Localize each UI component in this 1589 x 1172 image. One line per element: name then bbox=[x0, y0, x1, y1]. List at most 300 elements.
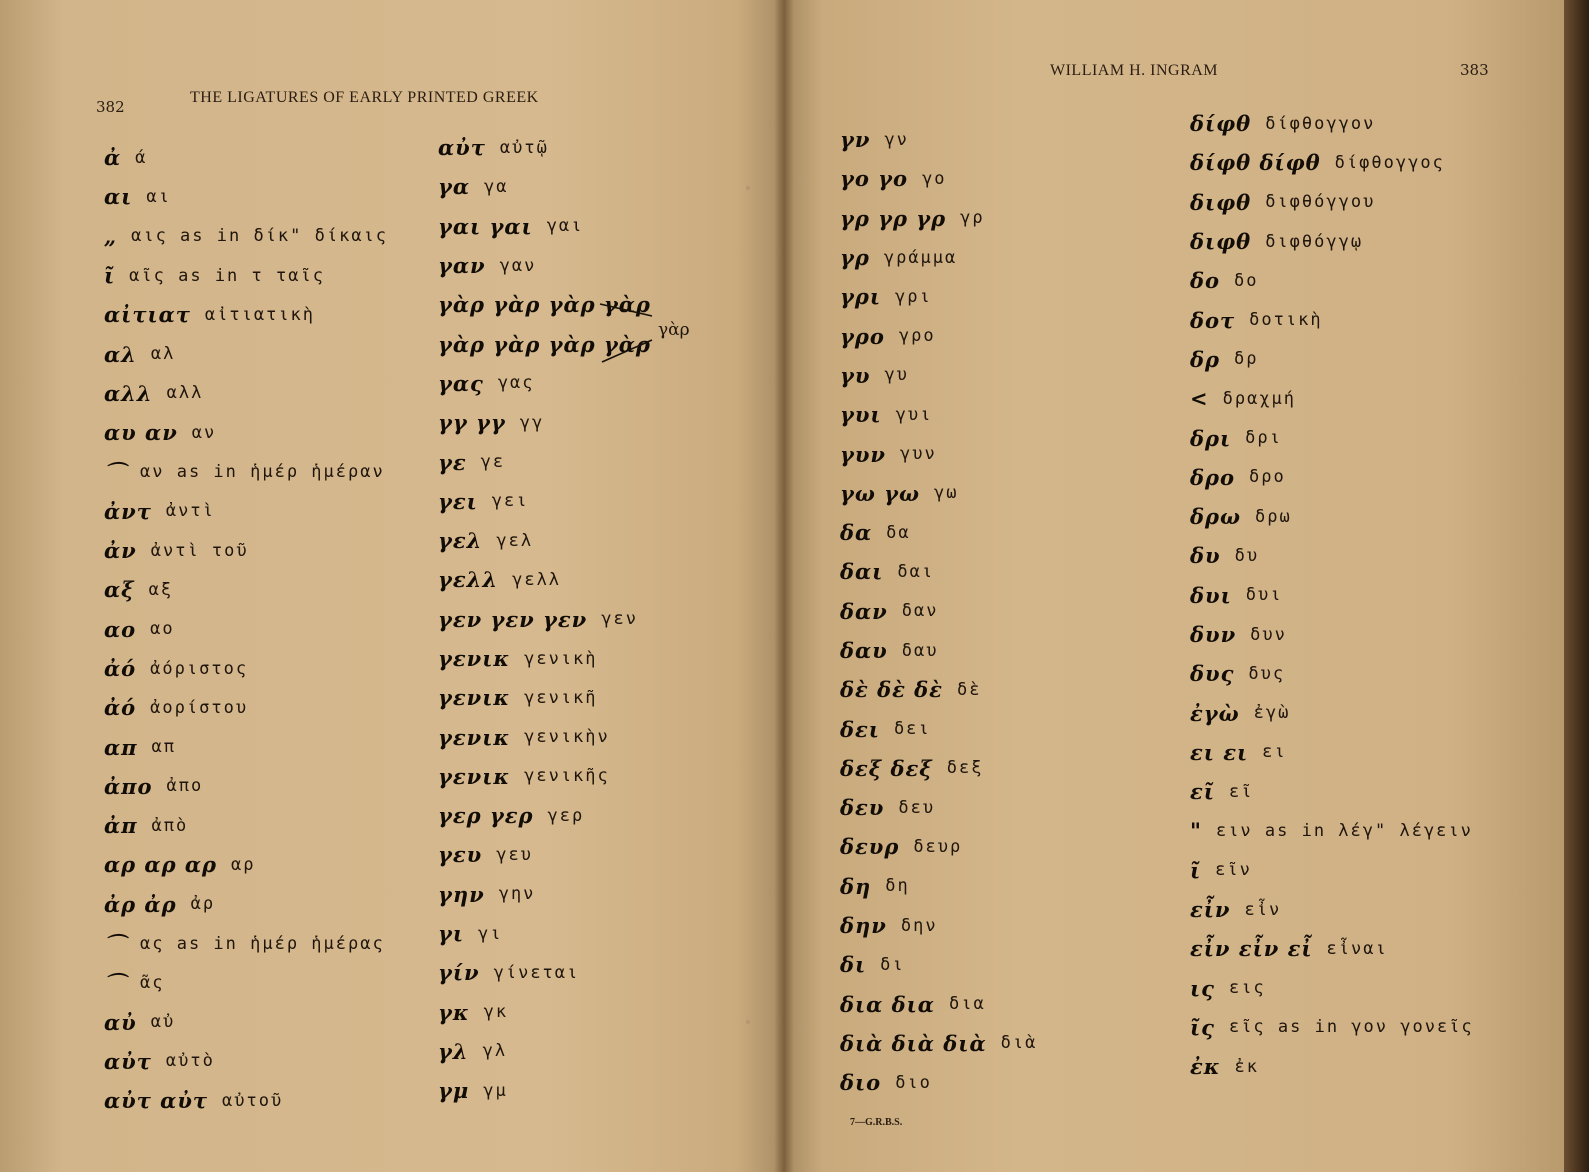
ligature-entry bbox=[104, 295, 388, 334]
ligature-glyph: δὲ δὲ δὲ bbox=[840, 677, 943, 703]
ligature-entry bbox=[1190, 379, 1474, 418]
ligature-entry bbox=[104, 334, 388, 373]
ligature-transcription: γα bbox=[484, 176, 509, 197]
ligature-glyph: γίν bbox=[438, 960, 480, 986]
ligature-transcription: αι bbox=[146, 186, 171, 207]
ligature-transcription: αις as in δίκ" δίκαις bbox=[131, 226, 389, 247]
ligature-entry bbox=[840, 356, 1037, 395]
ligature-glyph: ⌒ bbox=[104, 460, 126, 486]
ligature-transcription: δίφθογγος bbox=[1334, 152, 1445, 173]
ligature-glyph: γμ bbox=[438, 1078, 470, 1104]
ligature-entry bbox=[840, 474, 1037, 513]
ligature-glyph: γεν γεν γεν bbox=[438, 606, 588, 632]
ligature-transcription: γει bbox=[491, 491, 529, 512]
paper-speck bbox=[798, 180, 802, 184]
ligature-transcription: δαν bbox=[901, 601, 939, 622]
ligature-transcription: ά bbox=[135, 147, 148, 168]
right-column-1 bbox=[840, 120, 1037, 1102]
page-edge bbox=[1564, 0, 1589, 1172]
ligature-transcription: αλ bbox=[150, 344, 176, 365]
ligature-entry bbox=[1190, 969, 1474, 1008]
ligature-glyph: δια δια bbox=[840, 991, 935, 1017]
ligature-entry bbox=[438, 914, 665, 953]
ligature-transcription: γυν bbox=[900, 444, 937, 465]
ligature-transcription: αλλ bbox=[166, 383, 204, 404]
ligature-transcription: απ bbox=[151, 737, 177, 758]
ligature-glyph: διφθ bbox=[1190, 229, 1252, 255]
ligature-entry bbox=[1190, 261, 1474, 300]
ligature-transcription: γλ bbox=[482, 1041, 508, 1062]
ligature-transcription: ειν as in λέγ" λέγειν bbox=[1215, 820, 1473, 841]
ligature-glyph: ῖ bbox=[1190, 857, 1202, 883]
left-column-1 bbox=[104, 138, 388, 1120]
page-number-right: 383 bbox=[1460, 61, 1489, 79]
ligature-glyph: δρι bbox=[1190, 425, 1232, 451]
ligature-glyph: γο γο bbox=[840, 166, 909, 192]
ligature-transcription: γενικῆ bbox=[524, 687, 598, 708]
ligature-entry bbox=[104, 649, 388, 688]
ligature-glyph: εἶν εἶν εἶ bbox=[1190, 936, 1313, 962]
ligature-glyph: ει ει bbox=[1190, 739, 1249, 765]
ligature-transcription: δοτικὴ bbox=[1249, 310, 1323, 331]
gar-label: γὰρ bbox=[658, 320, 690, 340]
ligature-glyph: γερ γερ bbox=[438, 803, 534, 829]
ligature-glyph: γενικ bbox=[438, 685, 511, 711]
ligature-glyph: δει bbox=[840, 716, 880, 742]
ligature-entry bbox=[104, 374, 388, 413]
ligature-transcription: αἰτιατικὴ bbox=[204, 304, 316, 325]
ligature-transcription: δα bbox=[886, 522, 911, 543]
ligature-entry bbox=[438, 521, 665, 560]
ligature-transcription: γαν bbox=[499, 255, 537, 276]
ligature-glyph: γην bbox=[438, 881, 485, 907]
ligature-transcription: δο bbox=[1234, 270, 1259, 291]
ligature-transcription: διφθόγγῳ bbox=[1265, 231, 1364, 252]
ligature-entry bbox=[438, 600, 665, 639]
ligature-entry bbox=[1190, 576, 1474, 615]
ligature-transcription: γγ bbox=[519, 412, 545, 433]
ligature-glyph: αὐτ bbox=[104, 1048, 152, 1074]
ligature-transcription: γίνεται bbox=[493, 962, 580, 983]
ligature-entry bbox=[1190, 183, 1474, 222]
signature-footer: 7—G.R.B.S. bbox=[850, 1117, 903, 1128]
page-number-left: 382 bbox=[96, 98, 125, 116]
ligature-entry bbox=[104, 413, 388, 452]
ligature-transcription: ἀντὶ bbox=[165, 501, 215, 522]
ligature-transcription: εις bbox=[1228, 978, 1266, 999]
ligature-entry bbox=[840, 1063, 1037, 1102]
ligature-glyph: γρ γρ γρ bbox=[840, 205, 947, 231]
ligature-transcription: δρο bbox=[1248, 467, 1286, 488]
ligature-entry bbox=[840, 434, 1037, 473]
ligature-glyph: διφθ bbox=[1190, 189, 1252, 215]
ligature-transcription: αο bbox=[150, 619, 175, 640]
ligature-transcription: δυν bbox=[1250, 624, 1287, 645]
ligature-entry bbox=[104, 1003, 388, 1042]
ligature-glyph: δίφθ δίφθ bbox=[1190, 150, 1321, 176]
ligature-entry bbox=[104, 1042, 388, 1081]
ligature-entry bbox=[104, 138, 388, 177]
ligature-glyph: γκ bbox=[438, 999, 470, 1025]
ligature-transcription: εῖς as in γον γονεῖς bbox=[1228, 1017, 1474, 1038]
ligature-entry bbox=[438, 403, 665, 442]
ligature-glyph: ⌒ bbox=[104, 970, 126, 996]
ligature-transcription: αῖς as in τ ταῖς bbox=[129, 265, 325, 286]
ligature-transcription: ᾶς bbox=[140, 972, 165, 993]
ligature-glyph: δρο bbox=[1190, 464, 1235, 490]
ligature-glyph: αὐ bbox=[104, 1009, 137, 1035]
ligature-glyph: γενικ bbox=[438, 646, 511, 671]
ligature-entry bbox=[1190, 143, 1474, 182]
ligature-transcription: γι bbox=[478, 923, 503, 944]
ligature-entry bbox=[1190, 222, 1474, 261]
running-head-left: THE LIGATURES OF EARLY PRINTED GREEK bbox=[190, 89, 539, 106]
ligature-transcription: δη bbox=[885, 876, 910, 897]
ligature-glyph: γω γω bbox=[840, 480, 921, 506]
ligature-entry bbox=[438, 1032, 665, 1071]
ligature-glyph: ἀπ bbox=[104, 813, 138, 839]
ligature-transcription: ας as in ἡμέρ ἡμέρας bbox=[140, 933, 385, 954]
ligature-glyph: αο bbox=[104, 616, 137, 642]
ligature-glyph: γρο bbox=[840, 323, 885, 349]
ligature-transcription: αὐ bbox=[150, 1012, 176, 1033]
ligature-transcription: δυ bbox=[1234, 545, 1260, 566]
ligature-glyph: δαυ bbox=[840, 638, 888, 663]
ligature-transcription: γενικὴ bbox=[524, 648, 598, 669]
ligature-transcription: ἀπο bbox=[166, 776, 204, 797]
ligature-glyph: ῖ bbox=[104, 263, 116, 289]
ligature-entry bbox=[104, 963, 388, 1002]
ligature-entry bbox=[1190, 929, 1474, 968]
ligature-entry bbox=[840, 199, 1037, 238]
ligature-transcription: δρ bbox=[1233, 349, 1259, 370]
ligature-glyph: δι bbox=[840, 952, 867, 978]
ligature-entry bbox=[840, 238, 1037, 277]
ligature-transcription: δευρ bbox=[913, 836, 963, 857]
ligature-transcription: δὲ bbox=[956, 679, 982, 700]
ligature-transcription: δαι bbox=[897, 561, 935, 582]
ligature-entry bbox=[840, 945, 1037, 984]
ligature-transcription: γην bbox=[498, 884, 536, 905]
ligature-entry bbox=[1190, 497, 1474, 536]
ligature-glyph: δην bbox=[840, 913, 887, 939]
ligature-transcription: γαι bbox=[546, 216, 584, 237]
ligature-entry bbox=[840, 867, 1037, 906]
ligature-entry bbox=[1190, 458, 1474, 497]
ligature-transcription: δευ bbox=[898, 797, 936, 818]
ligature-glyph: δαν bbox=[840, 598, 888, 624]
ligature-transcription: ἐκ bbox=[1234, 1056, 1259, 1077]
ligature-glyph: απ bbox=[104, 734, 138, 760]
ligature-transcription: αὐτῷ bbox=[499, 137, 549, 158]
ligature-entry bbox=[1190, 615, 1474, 654]
ligature-glyph: ις bbox=[1190, 975, 1215, 1001]
ligature-glyph: γὰρ γὰρ γὰρ γὰρ bbox=[438, 292, 651, 318]
ligature-glyph: δρω bbox=[1190, 504, 1241, 530]
ligature-glyph: γυν bbox=[840, 441, 887, 467]
book-gutter bbox=[774, 0, 794, 1172]
ligature-entry bbox=[104, 610, 388, 649]
ligature-transcription: δραχμή bbox=[1222, 388, 1297, 409]
ligature-glyph: ἀό bbox=[104, 656, 137, 681]
ligature-glyph: δο bbox=[1190, 268, 1221, 294]
ligature-entry bbox=[1190, 811, 1474, 850]
ligature-glyph: „ bbox=[104, 223, 118, 249]
ligature-glyph: αλ bbox=[104, 341, 137, 367]
ligature-transcription: γω bbox=[934, 483, 959, 504]
ligature-transcription: εῖν bbox=[1215, 860, 1252, 881]
ligature-glyph: δευ bbox=[840, 795, 885, 821]
paper-speck bbox=[746, 186, 750, 190]
ligature-glyph: διο bbox=[840, 1070, 882, 1096]
ligature-glyph: δίφθ bbox=[1190, 111, 1252, 137]
ligature-glyph: δη bbox=[840, 873, 872, 899]
ligature-glyph: αἰτιατ bbox=[104, 302, 191, 328]
ligature-transcription: ἀρ bbox=[190, 894, 216, 915]
ligature-entry bbox=[438, 560, 665, 599]
ligature-glyph: < bbox=[1190, 386, 1209, 412]
ligature-entry bbox=[438, 442, 665, 481]
ligature-transcription: γυι bbox=[895, 404, 933, 425]
ligature-entry bbox=[438, 993, 665, 1032]
ligature-transcription: δαυ bbox=[901, 640, 939, 661]
ligature-entry bbox=[438, 482, 665, 521]
ligature-entry bbox=[840, 159, 1037, 198]
ligature-entry bbox=[104, 806, 388, 845]
ligature-glyph: γγ γγ bbox=[438, 410, 506, 436]
ligature-entry bbox=[840, 749, 1037, 788]
ligature-entry bbox=[840, 552, 1037, 591]
ligature-glyph: γας bbox=[438, 370, 484, 396]
ligature-glyph: γενικ bbox=[438, 763, 511, 789]
ligature-entry bbox=[104, 688, 388, 727]
ligature-transcription: δην bbox=[900, 915, 938, 936]
ligature-glyph: δυι bbox=[1190, 582, 1232, 608]
ligature-entry bbox=[438, 167, 665, 206]
ligature-entry bbox=[840, 277, 1037, 316]
ligature-transcription: γκ bbox=[483, 1002, 509, 1023]
ligature-transcription: γελ bbox=[496, 530, 534, 551]
ligature-transcription: γν bbox=[884, 129, 909, 150]
ligature-glyph: αξ bbox=[104, 577, 135, 603]
ligature-entry bbox=[104, 845, 388, 884]
ligature-glyph: δυ bbox=[1190, 543, 1221, 569]
ligature-glyph: αὐτ bbox=[438, 135, 486, 161]
ligature-entry bbox=[840, 827, 1037, 866]
ligature-entry bbox=[438, 717, 665, 756]
ligature-transcription: ἀπὸ bbox=[151, 815, 189, 836]
ligature-entry bbox=[104, 452, 388, 491]
ligature-entry bbox=[104, 177, 388, 216]
right-column-2 bbox=[1190, 104, 1474, 1086]
ligature-glyph: ἀπο bbox=[104, 773, 153, 799]
ligature-glyph: γυι bbox=[840, 402, 882, 428]
ligature-transcription: αὐτὸ bbox=[165, 1051, 215, 1072]
ligature-entry bbox=[840, 316, 1037, 355]
ligature-entry bbox=[1190, 340, 1474, 379]
ligature-transcription: γράμμα bbox=[883, 247, 958, 268]
ligature-glyph: γευ bbox=[438, 842, 483, 868]
ligature-entry bbox=[840, 120, 1037, 159]
ligature-transcription: δια bbox=[948, 994, 986, 1015]
ligature-transcription: εἶναι bbox=[1326, 938, 1388, 959]
ligature-transcription: γρο bbox=[898, 326, 936, 347]
ligature-entry bbox=[438, 1071, 665, 1110]
ligature-glyph: γλ bbox=[438, 1038, 469, 1064]
ligature-entry bbox=[840, 670, 1037, 709]
ligature-transcription: ἀόριστος bbox=[150, 658, 249, 679]
ligature-transcription: δίφθογγον bbox=[1265, 113, 1376, 134]
ligature-glyph: δρ bbox=[1190, 346, 1220, 372]
ligature-transcription: γενικὴν bbox=[524, 727, 610, 748]
ligature-transcription: γε bbox=[480, 452, 506, 473]
ligature-entry bbox=[1190, 693, 1474, 732]
ligature-entry bbox=[438, 678, 665, 717]
ligature-glyph: δυν bbox=[1190, 622, 1237, 647]
ligature-glyph: γελ bbox=[438, 528, 483, 554]
ligature-entry bbox=[1190, 104, 1474, 143]
ligature-glyph: διὰ διὰ διὰ bbox=[840, 1030, 987, 1056]
ligature-entry bbox=[840, 513, 1037, 552]
ligature-entry bbox=[104, 217, 388, 256]
ligature-transcription: εῖ bbox=[1228, 781, 1254, 802]
ligature-transcription: γευ bbox=[496, 844, 533, 865]
ligature-entry bbox=[1190, 890, 1474, 929]
ligature-transcription: γρι bbox=[895, 286, 932, 307]
ligature-entry bbox=[104, 727, 388, 766]
ligature-entry bbox=[840, 395, 1037, 434]
ligature-entry bbox=[104, 924, 388, 963]
ligature-entry bbox=[840, 631, 1037, 670]
ligature-transcription: ει bbox=[1262, 742, 1287, 763]
ligature-glyph: ἐκ bbox=[1190, 1054, 1221, 1080]
ligature-transcription: διφθόγγου bbox=[1265, 192, 1376, 213]
ligature-entry bbox=[438, 128, 665, 167]
ligature-glyph: δαι bbox=[840, 559, 884, 585]
ligature-transcription: αν bbox=[191, 422, 217, 443]
ligature-transcription: ἐγὼ bbox=[1253, 703, 1291, 724]
ligature-glyph: ⌒ bbox=[104, 931, 126, 957]
ligature-glyph: ἀν bbox=[104, 538, 137, 564]
ligature-glyph: ἀ bbox=[104, 145, 122, 171]
ligature-entry bbox=[1190, 300, 1474, 339]
ligature-transcription: δι bbox=[880, 954, 905, 975]
ligature-transcription: εἶν bbox=[1244, 899, 1282, 920]
ligature-entry bbox=[1190, 851, 1474, 890]
ligature-glyph: ἀό bbox=[104, 695, 137, 721]
left-page bbox=[0, 0, 784, 1172]
ligature-glyph: αὐτ αὐτ bbox=[104, 1088, 209, 1114]
ligature-transcription: δρι bbox=[1245, 428, 1282, 449]
ligature-entry bbox=[104, 767, 388, 806]
ligature-entry bbox=[840, 709, 1037, 748]
ligature-entry bbox=[438, 835, 665, 874]
ligature-glyph: γει bbox=[438, 488, 478, 514]
ligature-glyph: αρ αρ αρ bbox=[104, 852, 217, 878]
ligature-entry bbox=[104, 492, 388, 531]
ligature-glyph: ἀντ bbox=[104, 498, 152, 524]
ligature-glyph: γρ bbox=[840, 245, 870, 271]
ligature-glyph: δα bbox=[840, 520, 873, 546]
ligature-transcription: γυ bbox=[884, 365, 909, 386]
left-column-2 bbox=[438, 128, 665, 1110]
ligature-entry bbox=[438, 246, 665, 285]
ligature-transcription: γο bbox=[922, 168, 947, 189]
ligature-transcription: ἀντὶ τοῦ bbox=[150, 540, 249, 561]
ligature-transcription: διο bbox=[895, 1072, 932, 1093]
ligature-transcription: αὐτοῦ bbox=[222, 1090, 284, 1111]
ligature-glyph: δοτ bbox=[1190, 307, 1236, 333]
ligature-transcription: αξ bbox=[148, 579, 174, 600]
ligature-glyph: γι bbox=[438, 921, 465, 947]
ligature-entry bbox=[1190, 418, 1474, 457]
ligature-entry bbox=[104, 256, 388, 295]
ligature-glyph: " bbox=[1190, 818, 1202, 844]
ligature-entry bbox=[438, 757, 665, 796]
ligature-entry bbox=[840, 788, 1037, 827]
ligature-entry bbox=[438, 875, 665, 914]
ligature-glyph: γελλ bbox=[438, 567, 499, 593]
ligature-entry bbox=[438, 639, 665, 678]
running-head-right: WILLIAM H. INGRAM bbox=[1050, 62, 1219, 79]
ligature-glyph: αλλ bbox=[104, 380, 153, 406]
ligature-glyph: εἶν bbox=[1190, 897, 1231, 923]
ligature-entry bbox=[840, 985, 1037, 1024]
ligature-glyph: ἐγὼ bbox=[1190, 700, 1240, 726]
ligature-glyph: γν bbox=[840, 127, 871, 153]
ligature-transcription: δει bbox=[893, 719, 931, 740]
ligature-entry bbox=[1190, 1008, 1474, 1047]
ligature-transcription: δεξ bbox=[946, 758, 984, 779]
ligature-transcription: αρ bbox=[231, 854, 256, 875]
ligature-entry bbox=[1190, 772, 1474, 811]
ligature-entry bbox=[438, 953, 665, 992]
ligature-transcription: γας bbox=[497, 373, 535, 394]
ligature-glyph: γαι γαι bbox=[438, 213, 533, 239]
ligature-glyph: δυς bbox=[1190, 661, 1235, 687]
ligature-entry bbox=[840, 592, 1037, 631]
ligature-glyph: γρι bbox=[840, 284, 881, 310]
ligature-glyph: γαν bbox=[438, 253, 486, 279]
ligature-glyph: δευρ bbox=[840, 834, 900, 860]
ligature-entry bbox=[438, 207, 665, 246]
ligature-glyph: αι bbox=[104, 184, 133, 210]
ligature-entry bbox=[1190, 1047, 1474, 1086]
ligature-glyph: γε bbox=[438, 449, 467, 475]
ligature-entry bbox=[1190, 536, 1474, 575]
ligature-glyph: γυ bbox=[840, 362, 871, 388]
ligature-entry bbox=[1190, 733, 1474, 772]
ligature-transcription: ἀορίστου bbox=[150, 697, 249, 718]
ligature-glyph: γα bbox=[438, 174, 471, 200]
ligature-entry bbox=[104, 531, 388, 570]
ligature-transcription: αν as in ἡμέρ ἡμέραν bbox=[140, 462, 385, 483]
ligature-glyph: αυ αν bbox=[104, 420, 178, 446]
ligature-transcription: δυς bbox=[1248, 663, 1286, 684]
ligature-entry bbox=[104, 1081, 388, 1120]
ligature-entry bbox=[1190, 654, 1474, 693]
ligature-transcription: γελλ bbox=[512, 569, 562, 590]
ligature-transcription: διὰ bbox=[1000, 1033, 1038, 1054]
ligature-entry bbox=[840, 906, 1037, 945]
ligature-transcription: γμ bbox=[483, 1080, 508, 1101]
ligature-glyph: ῖς bbox=[1190, 1014, 1215, 1040]
ligature-glyph: ἀρ ἀρ bbox=[104, 891, 177, 917]
paper-speck bbox=[746, 1020, 750, 1024]
ligature-glyph: γενικ bbox=[438, 724, 511, 750]
ligature-entry bbox=[438, 796, 665, 835]
ligature-transcription: δυι bbox=[1245, 585, 1283, 606]
